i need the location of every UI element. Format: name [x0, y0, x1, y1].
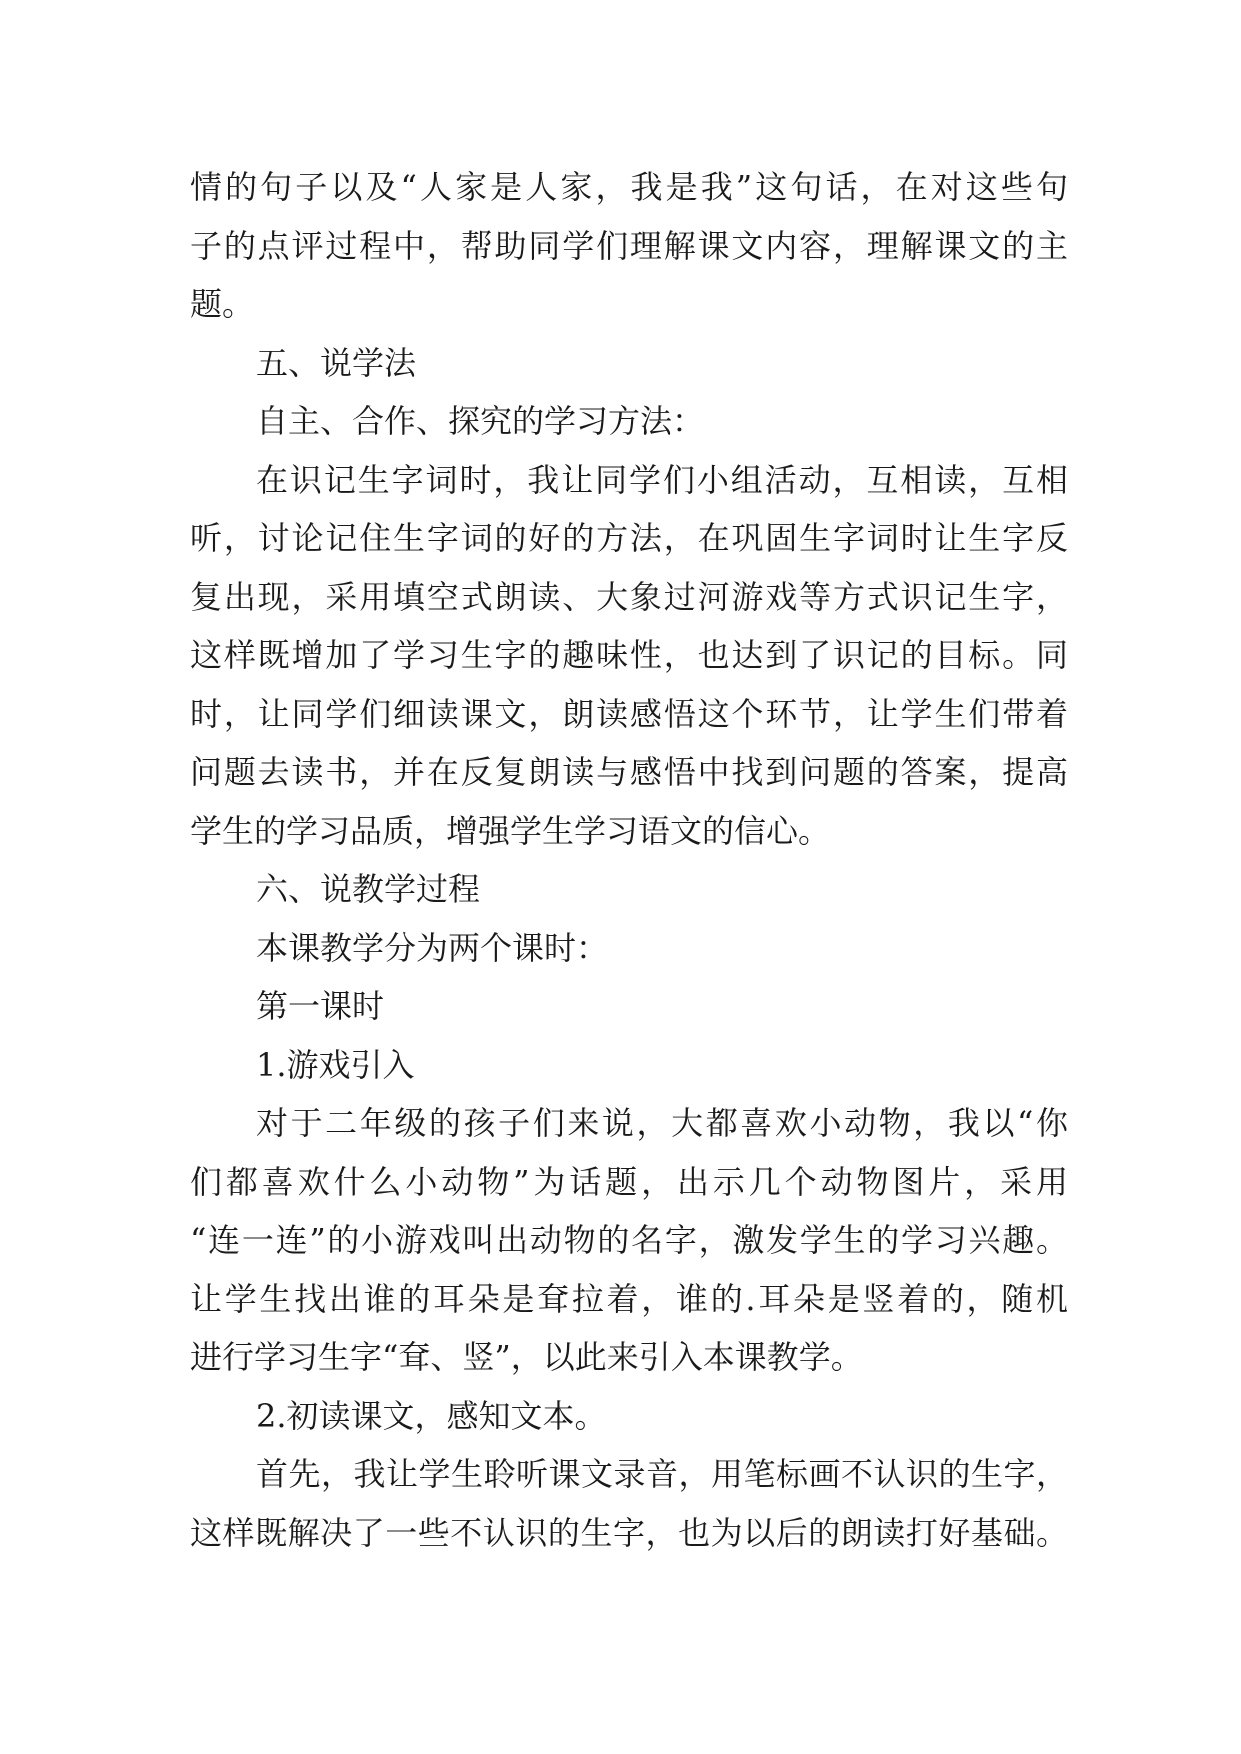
text-line: 时，让同学们细读课文，朗读感悟这个环节，让学生们带着: [190, 694, 1068, 733]
text-line: 情的句子以及“人家是人家，我是我”这句话，在对这些句: [190, 168, 1068, 206]
text-line: 学生的学习品质，增强学生学习语文的信心。: [190, 811, 831, 850]
text-line: 复出现，采用填空式朗读、大象过河游戏等方式识记生字，: [190, 577, 1068, 616]
text-line: 对于二年级的孩子们来说，大都喜欢小动物，我以“你: [256, 1104, 1068, 1142]
text-line: 本课教学分为两个课时：: [256, 928, 609, 967]
body-text: [190, 158, 1068, 1562]
text-line: 2.初读课文，感知文本。: [256, 1396, 607, 1435]
text-line: 五、说学法: [256, 343, 417, 382]
text-line: 第一课时: [256, 987, 385, 1025]
text-line: 让学生找出谁的耳朵是耷拉着，谁的.耳朵是竖着的，随机: [190, 1279, 1068, 1318]
text-line: 们都喜欢什么小动物”为话题，出示几个动物图片，采用: [190, 1162, 1068, 1201]
text-line: 自主、合作、探究的学习方法：: [256, 402, 705, 440]
text-line: 问题去读书，并在反复朗读与感悟中找到问题的答案，提高: [190, 753, 1068, 791]
text-line: “连一连”的小游戏叫出动物的名字，激发学生的学习兴趣。: [190, 1221, 1068, 1259]
text-line: 这样既增加了学习生字的趣味性，也达到了识记的目标。同: [190, 636, 1068, 674]
text-line: 听，讨论记住生字词的好的方法，在巩固生字词时让生字反: [190, 519, 1068, 557]
text-line: 在识记生字词时，我让同学们小组活动，互相读，互相: [256, 460, 1068, 499]
text-line: 进行学习生字“耷、竖”，以此来引入本课教学。: [190, 1338, 863, 1376]
text-line: 题。: [190, 285, 255, 323]
text-line: 六、说教学过程: [256, 870, 481, 908]
text-line: 这样既解决了一些不认识的生字，也为以后的朗读打好基础。: [190, 1513, 1068, 1552]
text-line: 1.游戏引入: [256, 1045, 415, 1084]
text-line: 首先，我让学生聆听课文录音，用笔标画不认识的生字，: [256, 1455, 1068, 1493]
text-line: 子的点评过程中，帮助同学们理解课文内容，理解课文的主: [190, 226, 1068, 265]
